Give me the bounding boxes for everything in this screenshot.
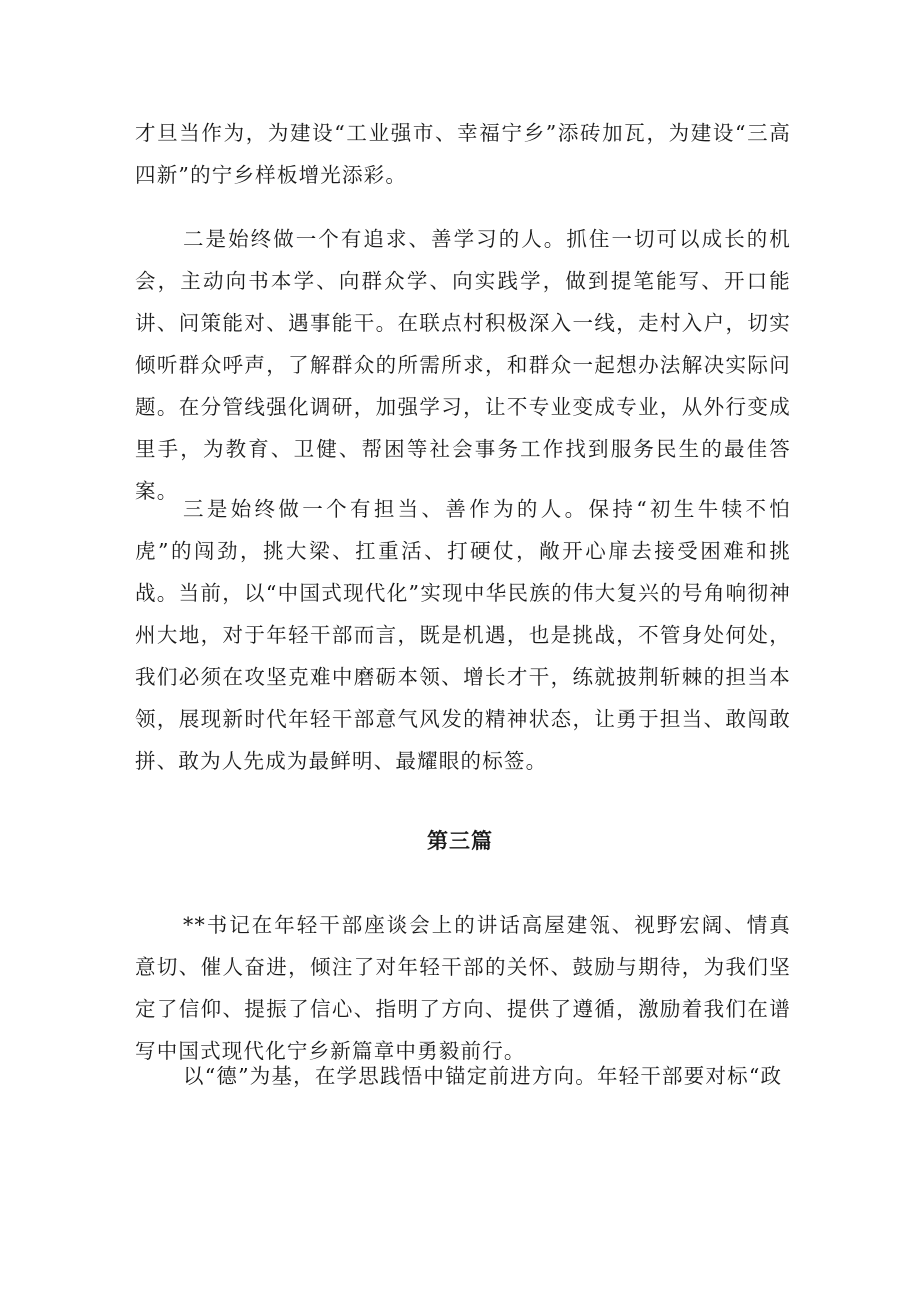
section-heading: 第三篇 (427, 829, 493, 853)
body-paragraph: 三是始终做一个有担当、善作为的人。保持“初生牛犊不怕虎”的闯劲，挑大梁、扛重活、打硬仗，敞开心扉去接受困难和挑战。当前，以“中国式现代化”实现中华民族的伟大复兴的号角响彻神州大地，对于年轻干部而言，既是机遇，也是挑战，不管身处何处，我们必须在攻坚克难中磨砺本领、增长才干，练就披荆斩棘的担当本领，展现新时代年轻干部意气风发的精神状态，让勇于担当、敢闯敢拼、敢为人先成为最鲜明、最耀眼的标签。 (135, 497, 791, 773)
body-paragraph: 以“德”为基，在学思践悟中锚定前进方向。年轻干部要对标“政 (183, 1064, 783, 1088)
body-paragraph: 才旦当作为，为建设“工业强市、幸福宁乡”添砖加瓦，为建设“三高四新”的宁乡样板增光添彩。 (135, 121, 791, 187)
body-paragraph: 二是始终做一个有追求、善学习的人。抓住一切可以成长的机会，主动向书本学、向群众学、向实践学，做到提笔能写、开口能讲、问策能对、遇事能干。在联点村积极深入一线，走村入户，切实倾听群众呼声，了解群众的所需所求，和群众一起想办法解决实际问题。在分管线强化调研，加强学习，让不专业变成专业，从外行变成里手，为教育、卫健、帮困等社会事务工作找到服务民生的最佳答案。 (135, 227, 791, 503)
body-paragraph: **书记在年轻干部座谈会上的讲话高屋建瓴、视野宏阔、情真意切、催人奋进，倾注了对年轻干部的关怀、鼓励与期待，为我们坚定了信仰、提振了信心、指明了方向、提供了遵循，激励着我们在谱写中国式现代化宁乡新篇章中勇毅前行。 (135, 913, 791, 1063)
